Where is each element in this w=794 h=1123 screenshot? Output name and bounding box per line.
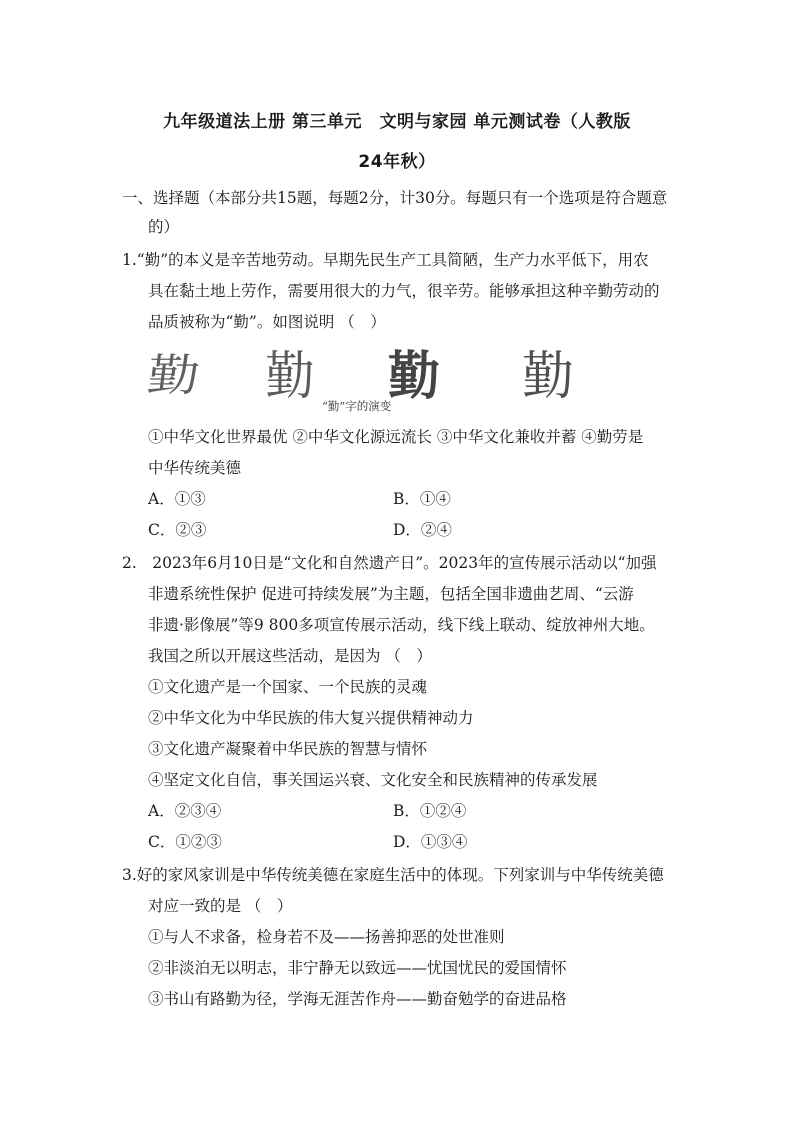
exam-title-line1: 九年级道法上册 第三单元 文明与家园 单元测试卷（人教版 <box>163 112 631 132</box>
q1-option-c: C．②③ <box>148 521 207 539</box>
q1-stem-line1: 1.“勤”的本义是辛苦地劳动。早期先民生产工具简陋，生产力水平低下，用农 <box>122 251 649 269</box>
q2-statement-4: ④坚定文化自信，事关国运兴衰、文化安全和民族精神的传承发展 <box>148 771 598 789</box>
q2-stem-line3: 非遗·影像展”等9 800多项宣传展示活动，线下线上联动、绽放神州大地。 <box>148 616 655 634</box>
figure-caption: “勤”字的演变 <box>322 399 392 413</box>
q3-statement-1: ①与人不求备，检身若不及——扬善抑恶的处世准则 <box>148 928 505 946</box>
q2-statement-3: ③文化遗产凝聚着中华民族的智慧与情怀 <box>148 740 428 758</box>
section-heading: 一、选择题（本部分共15题，每题2分，计30分。每题只有一个选项是符合题意 <box>122 189 668 207</box>
q3-stem-line2: 对应一致的是 （ ） <box>148 897 293 915</box>
q1-statements-line1: ①中华文化世界最优 ②中华文化源远流长 ③中华文化兼收并蓄 ④勤劳是 <box>148 428 644 446</box>
glyph-regular-script: 勤 <box>522 347 575 407</box>
glyph-clerical-script: 勤 <box>265 347 315 407</box>
q2-option-b: B．①②④ <box>393 802 467 820</box>
glyph-bold-script: 勤 <box>388 347 441 407</box>
q3-statement-3: ③书山有路勤为径，学海无涯苦作舟——勤奋勉学的奋进品格 <box>148 990 567 1008</box>
q1-statements-line2: 中华传统美德 <box>148 459 242 477</box>
exam-title-line2: 24年秋） <box>358 152 436 172</box>
q2-stem-line2: 非遗系统性保护 促进可持续发展”为主题，包括全国非遗曲艺周、“云游 <box>148 585 634 603</box>
q1-stem-line3: 品质被称为“勤”。如图说明 （ ） <box>148 313 386 331</box>
q2-option-c: C．①②③ <box>148 833 222 851</box>
q3-statement-2: ②非淡泊无以明志，非宁静无以致远——忧国忧民的爱国情怀 <box>148 959 567 977</box>
q1-stem-line2: 具在黏土地上劳作，需要用很大的力气，很辛劳。能够承担这种辛勤劳动的 <box>148 282 660 300</box>
q2-statement-2: ②中华文化为中华民族的伟大复兴提供精神动力 <box>148 709 474 727</box>
q2-option-a: A．②③④ <box>148 802 222 820</box>
q1-option-b: B．①④ <box>393 490 451 508</box>
q1-option-a: A．①③ <box>148 490 206 508</box>
q2-statement-1: ①文化遗产是一个国家、一个民族的灵魂 <box>148 678 428 696</box>
glyph-seal-script: 勤 <box>144 350 203 402</box>
q1-option-d: D．②④ <box>393 521 452 539</box>
q3-stem-line1: 3.好的家风家训是中华传统美德在家庭生活中的体现。下列家训与中华传统美德 <box>122 866 664 884</box>
q2-stem-line4: 我国之所以开展这些活动，是因为 （ ） <box>148 647 432 665</box>
section-heading-cont: 的） <box>148 218 180 236</box>
q2-option-d: D．①③④ <box>393 833 468 851</box>
q2-stem-line1: 2. 2023年6月10日是“文化和自然遗产日”。2023年的宣传展示活动以“加强 <box>122 554 657 572</box>
